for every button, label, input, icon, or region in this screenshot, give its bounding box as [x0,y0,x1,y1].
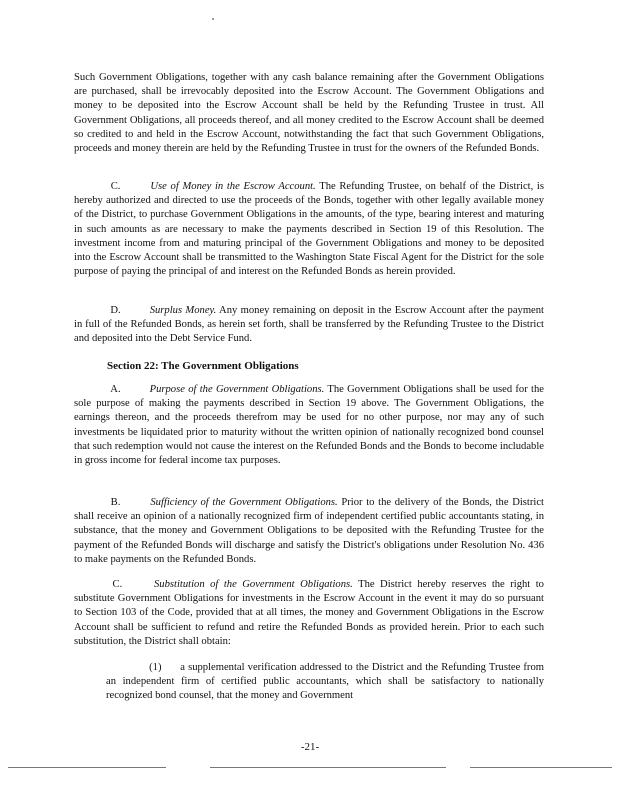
item-title: Purpose of the Government Obligations. [149,384,325,395]
paragraph-purpose [74,383,544,468]
paragraph-surplus-money [74,304,544,347]
paragraph-escrow-deposit [74,71,544,156]
paragraph-text: a supplemental verification addressed to the District and the Refunding Trustee from an independent firm of certified public accountants, which shall be satisfactory to nationally recognized bond counsel, that the money and Government [106,662,544,702]
item-label: (1) [149,662,162,673]
paragraph-text: The Government Obligations shall be used for the sole purpose of making the payments described in Section 19 above. The Government Obligations, the earnings thereon, and the proceeds therefrom may be used for no other purpose, nor may any of such investments be liquidated prior to maturity without the written opinion of nationally recognized bond counsel that such redemption would not cause the interest on the Refunded Bonds and the Bonds to become includable in gross income for federal income tax purposes. [74,384,544,467]
item-title: Substitution of the Government Obligations. [154,579,353,590]
paragraph-substitution [74,578,544,649]
item-title: Surplus Money. [149,305,217,316]
footer-rule-left [8,767,166,768]
item-title: Use of Money in the Escrow Account. [150,181,316,192]
paragraph-sufficiency [74,496,544,567]
paragraph-text: Prior to the delivery of the Bonds, the District shall receive an opinion of a nationally recognized firm of independent certified public accountants stating, in substance, that the money and Government Obligations to be deposited with the Refunding Trustee for the payment of the Refunded Bonds will discharge and satisfy the District's obligations under Resolution No. 436 to make payments on the Refunded Bonds. [74,497,544,565]
footer-rule-right [470,767,612,768]
item-label: A. [110,384,121,395]
section-heading: Section 22: The Government Obligations [107,360,299,372]
paragraph-text: The District hereby reserves the right to substitute Government Obligations for investments in the Escrow Account in the event it may do so pursuant to Section 103 of the Code, provided that at all times, the money and Government Obligations in the Escrow Account shall be sufficient to refund and retire the Refunded Bonds as provided herein. Prior to each such substitution, the District shall obtain: [74,579,544,647]
paragraph-use-of-money [74,180,544,279]
item-label: D. [110,305,121,316]
scan-speck [212,18,214,20]
item-label: C. [110,181,121,192]
paragraph-subitem-1 [106,661,544,704]
page-number: -21- [300,741,320,753]
paragraph-text: Any money remaining on deposit in the Escrow Account after the payment in full of the Refunded Bonds, as herein set forth, shall be transferred by the Refunding Trustee to the District and deposited into the Debt Service Fund. [74,305,544,345]
item-label: C. [112,579,123,590]
paragraph-text: The Refunding Trustee, on behalf of the District, is hereby authorized and directed to use the proceeds of the Bonds, together with other legally available money of the District, to purchase Government Obligations in the amounts, of the type, bearing interest and maturing in such amounts as are necessary to make the payments described in Section 19 of this Resolution. The investment income from and maturing principal of the Government Obligations and money to be deposited into the Escrow Account shall be transmitted to the Washington State Fiscal Agent for the District for the sole purpose of paying the principal of and interest on the Refunded Bonds as herein provided. [74,181,544,278]
footer-rule-middle [210,767,446,768]
paragraph-text: Such Government Obligations, together with any cash balance remaining after the Government Obligations are purchased, shall be irrevocably deposited into the Escrow Account. The Government Obligations and money to be deposited into the Escrow Account shall be held by the Refunding Trustee in trust. All Government Obligations, all proceeds thereof, and all money credited to the Escrow Account shall be deemed so credited to and held in the Escrow Account, notwithstanding the fact that such Government Obligations, proceeds and money therein are held by the Refunding Trustee in trust for the owners of the Refunded Bonds. [74,72,544,155]
item-label: B. [110,497,121,508]
item-title: Sufficiency of the Government Obligations. [150,497,338,508]
